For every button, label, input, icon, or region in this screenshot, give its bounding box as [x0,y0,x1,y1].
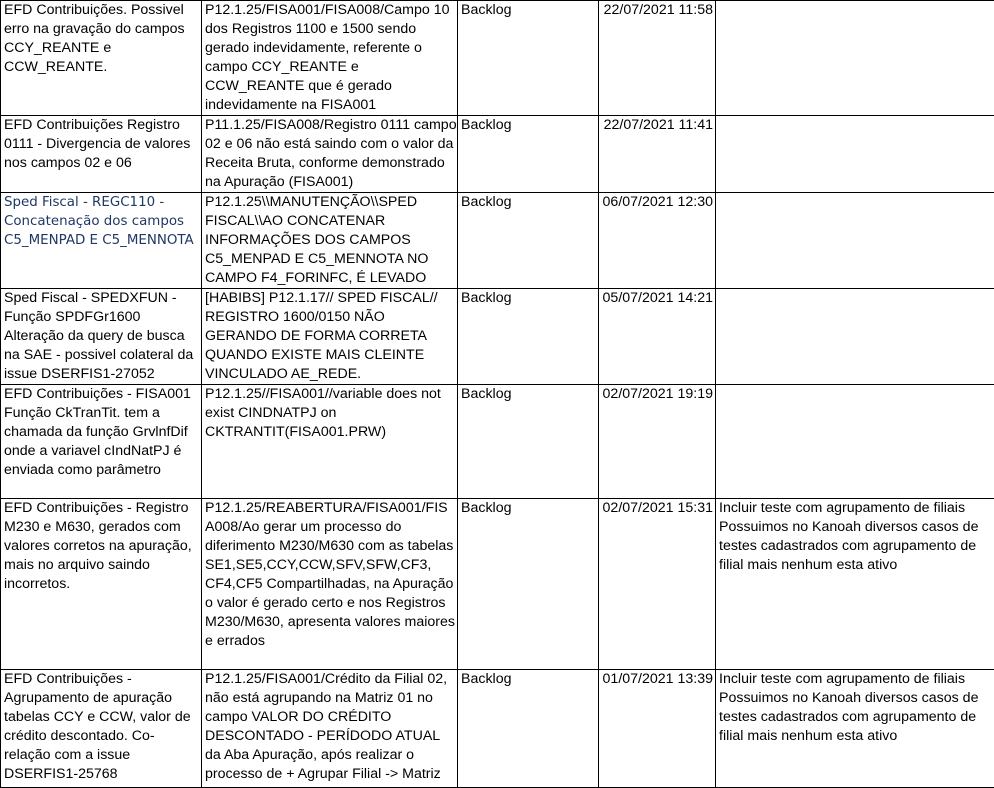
summary-cell: EFD Contribuições. Possivel erro na gravação do campos CCY_REANTE e CCW_REANTE. [1,1,202,116]
date-cell: 22/07/2021 11:58 [599,1,716,116]
summary-cell: EFD Contribuições - Agrupamento de apuração tabelas CCY e CCW, valor de crédito descontado. Co-relação com a issue DSERFIS1-25768 [1,670,202,788]
status-cell: Backlog [458,116,599,193]
status-cell: Backlog [458,193,599,289]
status-cell: Backlog [458,1,599,116]
table-row [1,499,994,670]
status-cell: Backlog [458,289,599,385]
date-cell: 01/07/2021 13:39 [599,670,716,788]
table-row [1,385,994,499]
status-cell: Backlog [458,670,599,788]
table-row [1,193,994,289]
description-cell: P12.1.25//FISA001//variable does not exist CINDNATPJ on CKTRANTIT(FISA001.PRW) [202,385,458,499]
status-cell: Backlog [458,385,599,499]
summary-cell: EFD Contribuições Registro 0111 - Divergencia de valores nos campos 02 e 06 [1,116,202,193]
note-cell [716,289,994,385]
table-row [1,116,994,193]
summary-cell: EFD Contribuições - Registro M230 e M630, gerados com valores corretos na apuração, mais no arquivo saindo incorretos. [1,499,202,670]
summary-cell: EFD Contribuições - FISA001 Função CkTranTit. tem a chamada da função GrvlnfDif onde a variavel cIndNatPJ é enviada como parâmetro [1,385,202,499]
summary-cell: Sped Fiscal - SPEDXFUN - Função SPDFGr1600 Alteração da query de busca na SAE - possivel colateral da issue DSERFIS1-27052 [1,289,202,385]
note-cell [716,385,994,499]
description-cell: P12.1.25/REABERTURA/FISA001/FISA008/Ao gerar um processo do diferimento M230/M630 com as tabelas SE1,SE5,CCY,CCW,SFV,SFW,CF3, CF4,CF5 Compartilhadas, na Apuração o valor é gerado certo e nos Registros M230/M630, apresenta valores maiores e errados [202,499,458,670]
note-cell [716,193,994,289]
status-cell: Backlog [458,499,599,670]
table-row [1,1,994,116]
description-cell: [HABIBS] P12.1.17// SPED FISCAL// REGISTRO 1600/0150 NÃO GERANDO DE FORMA CORRETA QUANDO EXISTE MAIS CLEINTE VINCULADO AE_REDE. [202,289,458,385]
date-cell: 02/07/2021 15:31 [599,499,716,670]
date-cell: 05/07/2021 14:21 [599,289,716,385]
note-cell [716,1,994,116]
summary-cell: Sped Fiscal - REGC110 - Concatenação dos campos C5_MENPAD E C5_MENNOTA [1,193,202,289]
note-cell: Incluir teste com agrupamento de filiais Possuimos no Kanoah diversos casos de testes cadastrados com agrupamento de filial mais nenhum esta ativo [716,499,994,670]
description-cell: P11.1.25/FISA008/Registro 0111 campo 02 e 06 não está saindo com o valor da Receita Bruta, conforme demonstrado na Apuração (FISA001) [202,116,458,193]
note-cell: Incluir teste com agrupamento de filiais Possuimos no Kanoah diversos casos de testes cadastrados com agrupamento de filial mais nenhum esta ativo [716,670,994,788]
table-row [1,289,994,385]
note-cell [716,116,994,193]
table-row [1,670,994,788]
date-cell: 22/07/2021 11:41 [599,116,716,193]
date-cell: 06/07/2021 12:30 [599,193,716,289]
description-cell: P12.1.25\\MANUTENÇÃO\\SPED FISCAL\\AO CONCATENAR INFORMAÇÕES DOS CAMPOS C5_MENPAD E C5_MENNOTA NO CAMPO F4_FORINFC, É LEVADO [202,193,458,289]
date-cell: 02/07/2021 19:19 [599,385,716,499]
description-cell: P12.1.25/FISA001/Crédito da Filial 02, não está agrupando na Matriz 01 no campo VALOR DO CRÉDITO DESCONTADO - PERÍDODO ATUAL da Aba Apuração, após realizar o processo de + Agrupar Filial -> Matriz [202,670,458,788]
description-cell: P12.1.25/FISA001/FISA008/Campo 10 dos Registros 1100 e 1500 sendo gerado indevidamente, referente o campo CCY_REANTE e CCW_REANTE que é gerado indevidamente na FISA001 [202,1,458,116]
